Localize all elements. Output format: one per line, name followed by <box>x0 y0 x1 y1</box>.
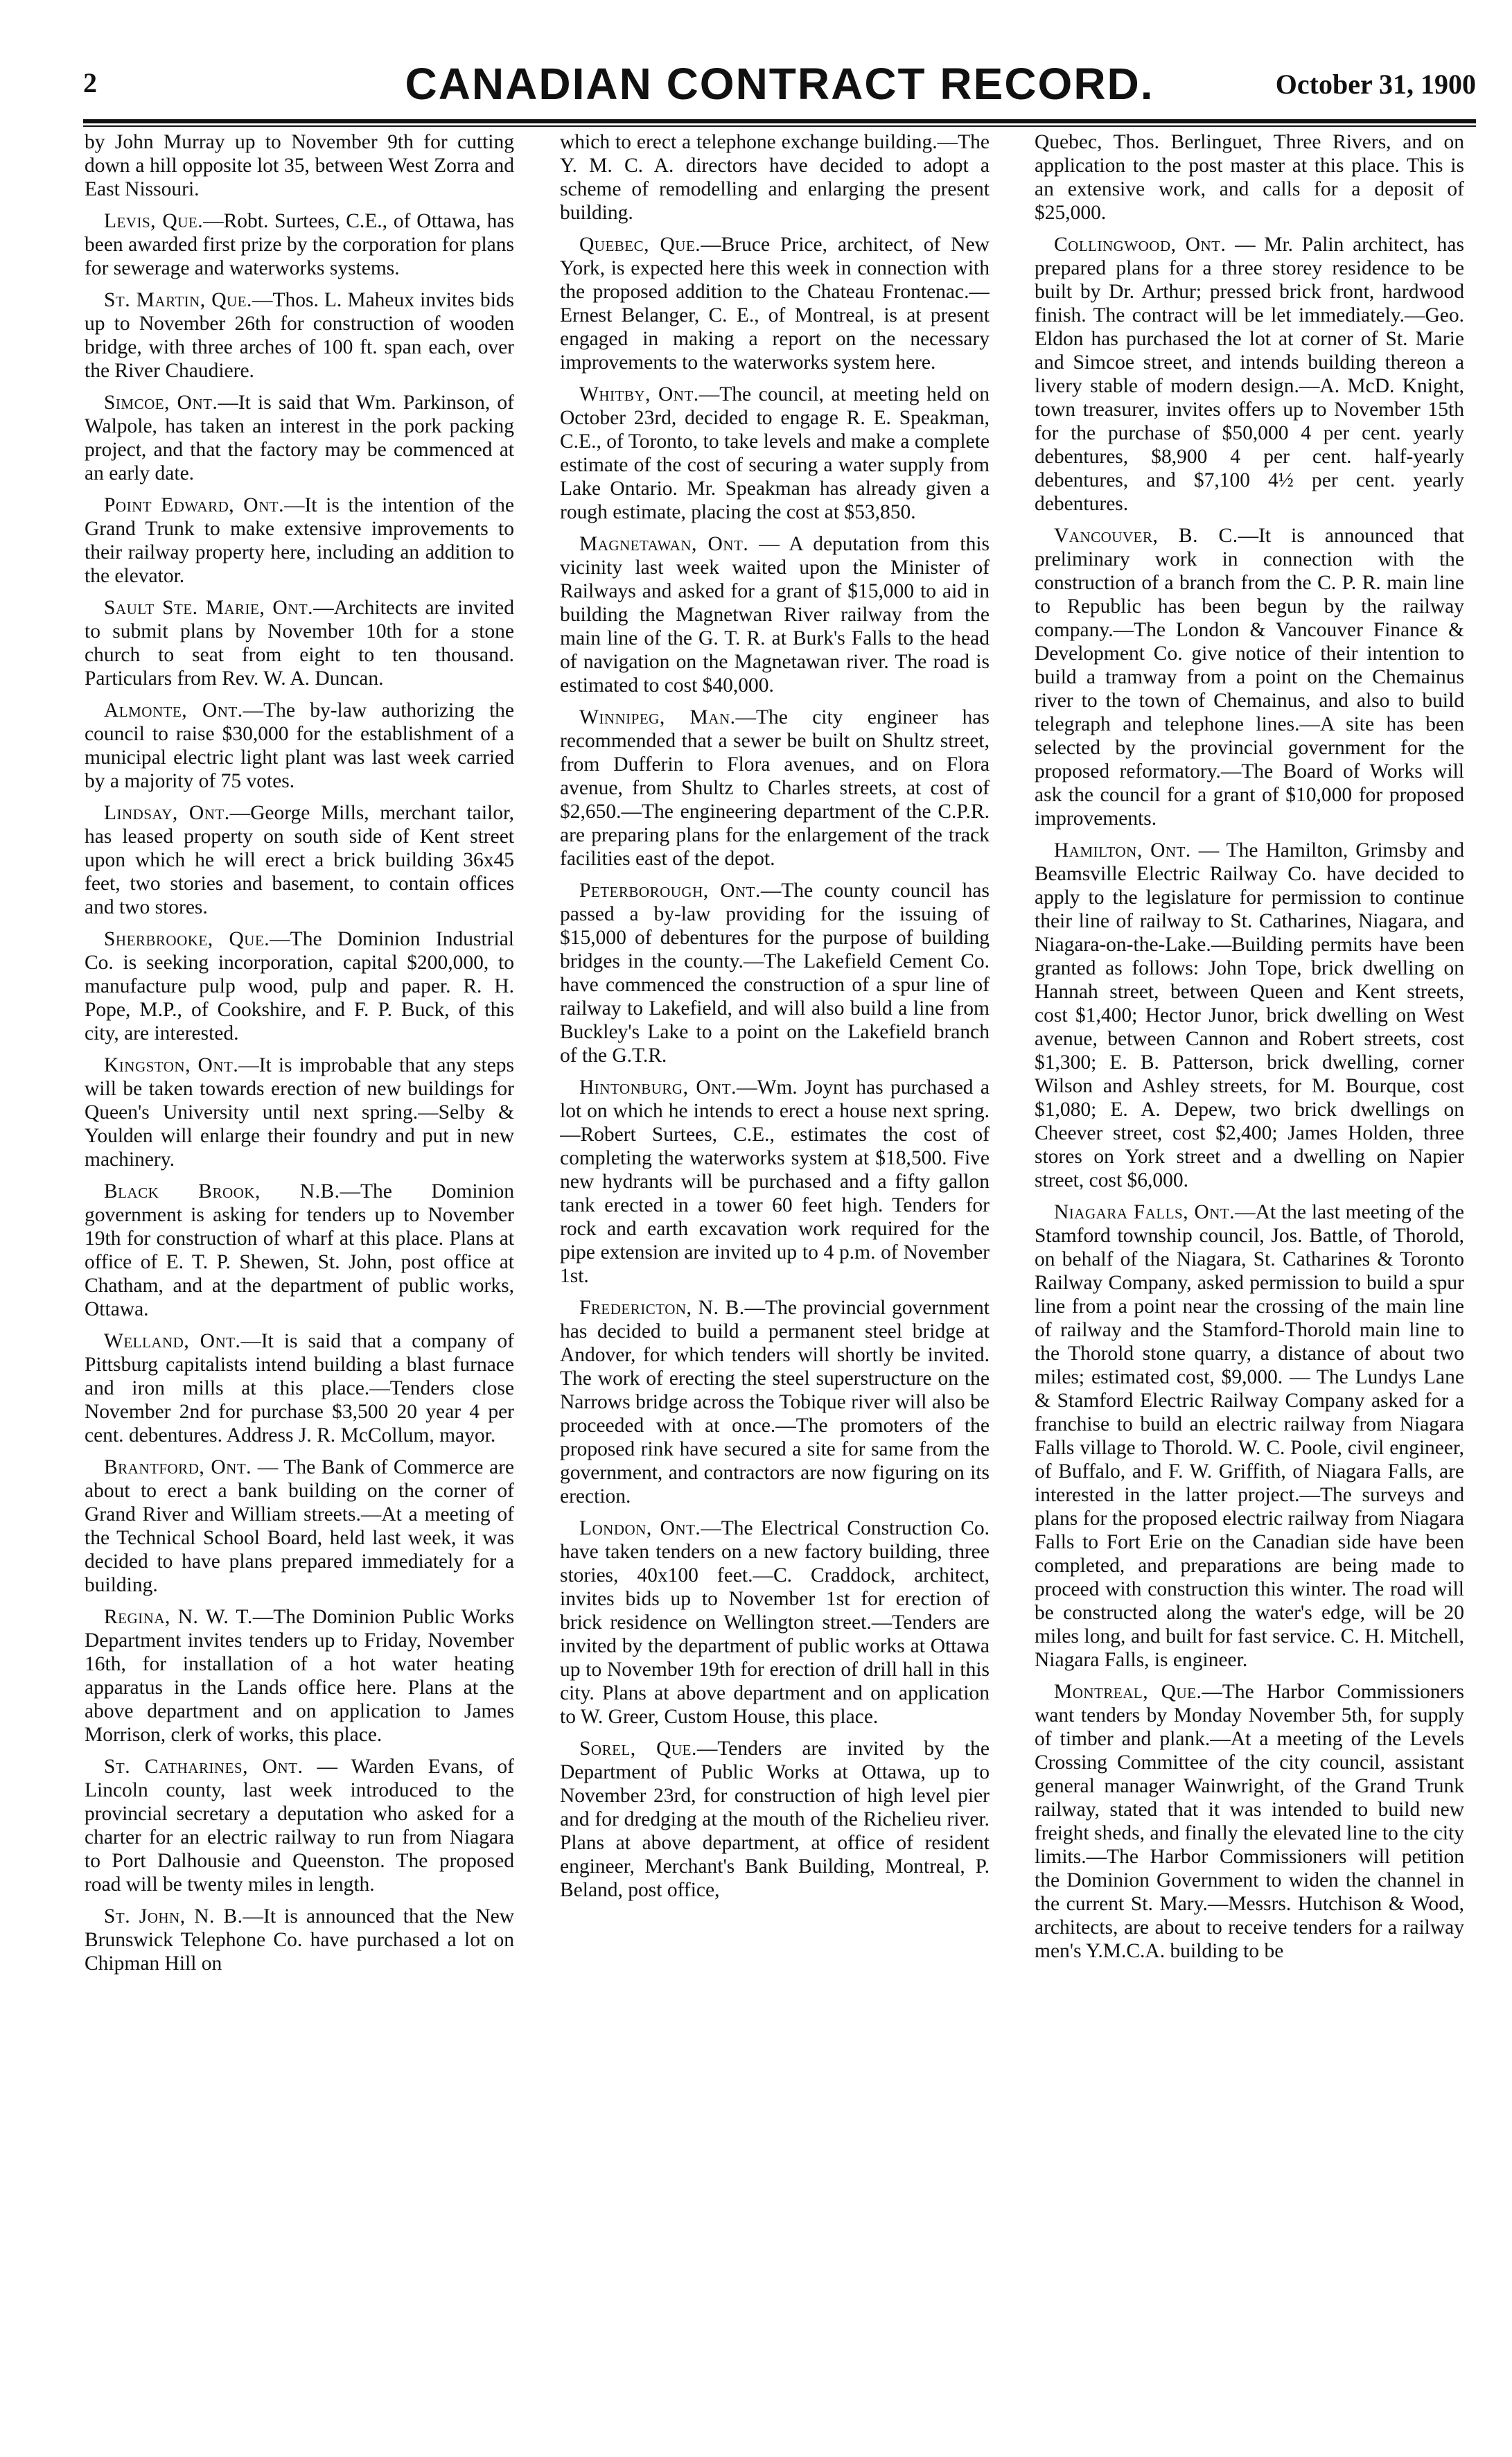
item-text: —The Dominion government is asking for tenders up to November 19th for construction of wharf at this place. Plans at office of E. T. P. Shewen, St. John, post office at Chatham, and at the department of public works, Ottawa. <box>85 1180 514 1320</box>
item-text: —The Electrical Construction Co. have taken tenders on a new factory building, three stories, 40x100 feet.—C. Craddock, architect, invites bids up to November 1st for erection of brick residence on Wellington street.—Tenders are invited by the department of public works at Ottawa up to November 19th for erection of drill hall in this city. Plans at above department and on application to W. Greer, Custom House, this place. <box>560 1517 990 1728</box>
dateline: Welland, Ont. <box>104 1330 241 1352</box>
news-item <box>560 1737 990 1902</box>
item-text: —It is the intention of the Grand Trunk to make extensive improvements to their railway property here, including an addition to the elevator. <box>85 494 514 587</box>
dateline: Peterborough, Ont. <box>579 880 761 902</box>
dateline: Winnipeg, Man. <box>579 706 736 728</box>
news-item <box>85 493 514 588</box>
item-text: —Bruce Price, architect, of New York, is expected here this week in connection with the proposed addition to the Chateau Frontenac.—Ernest Belanger, C. E., of Montreal, is at present engaged in making a report on the necessary improvements to the waterworks system here. <box>560 234 990 374</box>
issue-date: October 31, 1900 <box>1275 69 1476 100</box>
header-rule-thick <box>83 119 1476 123</box>
news-item <box>85 1605 514 1747</box>
news-item <box>85 596 514 690</box>
dateline: Regina, N. W. T. <box>104 1606 253 1628</box>
dateline: Magnetawan, Ont. <box>579 533 749 555</box>
news-item <box>560 1296 990 1508</box>
dateline: Quebec, Que. <box>579 234 701 256</box>
dateline: Vancouver, B. C. <box>1054 525 1238 547</box>
page-header <box>83 58 1476 121</box>
dateline: Levis, Que. <box>104 210 204 232</box>
news-item <box>85 1755 514 1896</box>
column-2 <box>560 130 990 2452</box>
news-item <box>1035 130 1464 225</box>
item-text: —It is said that a company of Pittsburg capitalists intend building a blast furnace and iron mills at this place.—Tenders close November 2nd for purchase $3,500 20 year 4 per cent. debentures. Address J. R. McCollum, mayor. <box>85 1330 514 1446</box>
news-item <box>560 879 990 1067</box>
column-3 <box>1035 130 1464 2452</box>
item-text: — A deputation from this vicinity last week waited upon the Minister of Railways and asked for a grant of $15,000 to aid in building the Magnetwan River railway from the main line of the G. T. R. at Burk's Falls to the head of navigation on the Magnetawan river. The road is estimated to cost $40,000. <box>560 533 990 697</box>
column-1 <box>85 130 514 2452</box>
dateline: Montreal, Que. <box>1054 1681 1202 1703</box>
item-text: —Thos. L. Maheux invites bids up to November 26th for construction of wooden bridge, with three arches of 100 ft. span each, over the River Chaudiere. <box>85 289 514 382</box>
news-item <box>85 288 514 383</box>
news-item <box>560 1076 990 1288</box>
news-item <box>560 130 990 225</box>
dateline: Kingston, Ont. <box>104 1054 239 1076</box>
news-item <box>85 1053 514 1171</box>
dateline: St. John, N. B. <box>104 1905 243 1927</box>
item-text: —The city engineer has recommended that a sewer be built on Shultz street, from Dufferin to Flora avenues, and on Flora avenue, from Shultz to Charles streets, at cost of $2,650.—The engineering department of the C.P.R. are preparing plans for the enlargement of the track facilities east of the depot. <box>560 706 990 870</box>
item-text: — The Bank of Commerce are about to erect a bank building on the corner of Grand River and William streets.—At a meeting of the Technical School Board, held last week, it was decided to have plans prepared immediately for a building. <box>85 1456 514 1596</box>
news-item <box>85 1180 514 1321</box>
dateline: Simcoe, Ont. <box>104 392 218 414</box>
dateline: Hintonburg, Ont. <box>579 1076 737 1099</box>
item-text: —The county council has passed a by-law providing for the issuing of $15,000 of debentures for the purpose of building bridges in the county.—The Lakefield Cement Co. have commenced the construction of a spur line of railway to Lakefield, and will also build a line from Buckley's Lake to a point on the Lakefield branch of the G.T.R. <box>560 880 990 1067</box>
item-text: —The Dominion Industrial Co. is seeking incorporation, capital $200,000, to manufacture pulp wood, pulp and paper. R. H. Pope, M.P., of Cookshire, and F. P. Buck, of this city, are interested. <box>85 928 514 1044</box>
news-item <box>1035 233 1464 516</box>
dateline: Niagara Falls, Ont. <box>1054 1201 1236 1223</box>
news-item <box>1035 1200 1464 1672</box>
publication-title: CANADIAN CONTRACT RECORD. <box>405 59 1154 109</box>
dateline: Point Edward, Ont. <box>104 494 284 516</box>
dateline: Fredericton, N. B. <box>579 1297 745 1319</box>
item-text: — The Hamilton, Grimsby and Beamsville Electric Railway Co. have decided to apply to the legislature for permission to continue their line of railway to St. Catharines, Niagara, and Niagara-on-the-Lake.—Building permits have been granted as follows: John Tope, brick dwelling on Hannah street, between Queen and Kent streets, cost $1,400; Hector Junor, brick dwelling on West avenue, between Cannon and Robert streets, cost $1,300; E. B. Patterson, brick dwelling, corner Wilson and Ashley streets, for M. Bourque, cost $1,080; E. A. Depew, two brick dwellings on Cheever street, cost $2,400; James Holden, three stores on York street and a dwelling on Napier street, cost $6,000. <box>1035 839 1464 1191</box>
dateline: Brantford, Ont. <box>104 1456 252 1478</box>
news-item <box>85 699 514 793</box>
news-item <box>85 391 514 485</box>
news-item <box>1035 839 1464 1192</box>
news-item <box>560 532 990 697</box>
item-text: —The Harbor Commissioners want tenders by Monday November 5th, for supply of timber and plank.—At a meeting of the Levels Crossing Committee of the city council, assistant general manager Wainwright, of the Grand Trunk railway, stated that it was intended to build new freight sheds, and finally the elevated line to the city limits.—The Harbor Commissioners will petition the Dominion Government to widen the channel in the current St. Mary.—Messrs. Hutchison & Wood, architects, are about to receive tenders for a railway men's Y.M.C.A. building to be <box>1035 1681 1464 1962</box>
news-item <box>85 1455 514 1597</box>
news-item <box>85 209 514 280</box>
dateline: Lindsay, Ont. <box>104 802 230 824</box>
news-item <box>560 706 990 871</box>
page-number: 2 <box>83 67 97 98</box>
item-text: by John Murray up to November 9th for cutting down a hill opposite lot 35, between West Zorra and East Nissouri. <box>85 131 514 200</box>
item-text: —It is announced that preliminary work in connection with the construction of a branch from the C. P. R. main line to Republic has been begun by the railway company.—The London & Vancouver Finance & Development Co. give notice of their intention to build a tramway from a point on the Chemainus river to the town of Chemainus, and also to build telegraph and telephone lines.—A site has been selected by the provincial government for the proposed reformatory.—The Board of Works will ask the council for a grant of $10,000 for proposed improvements. <box>1035 525 1464 830</box>
dateline: Sherbrooke, Que. <box>104 928 270 950</box>
dateline: Sorel, Que. <box>579 1738 697 1760</box>
item-text: —It is announced that the New Brunswick Telephone Co. have purchased a lot on Chipman Hill on <box>85 1905 514 1975</box>
news-item <box>85 130 514 201</box>
dateline: Almonte, Ont. <box>104 699 243 722</box>
item-text: —Architects are invited to submit plans by November 10th for a stone church to seat from eight to ten thousand. Particulars from Rev. W. A. Duncan. <box>85 597 514 690</box>
item-text: —Robt. Surtees, C.E., of Ottawa, has been awarded first prize by the corporation for plans for sewerage and waterworks systems. <box>85 210 514 279</box>
item-text: —The provincial government has decided to build a permanent steel bridge at Andover, for which tenders will shortly be invited. The work of erecting the steel superstructure on the Narrows bridge across the Tobique river will also be proceeded with at once.—The promoters of the proposed rink have secured a site for same from the government, and contractors are now figuring on its erection. <box>560 1297 990 1507</box>
news-item <box>560 1516 990 1729</box>
news-item <box>85 801 514 919</box>
dateline: London, Ont. <box>579 1517 701 1539</box>
news-item <box>1035 1680 1464 1963</box>
dateline: Hamilton, Ont. <box>1054 839 1191 862</box>
item-text: —The council, at meeting held on October 23rd, decided to engage R. E. Speakman, C.E., of Toronto, to take levels and make a complete estimate of the cost of securing a water supply from Lake Ontario. Mr. Speakman has already given a rough estimate, placing the cost at $53,850. <box>560 383 990 523</box>
dateline: St. Martin, Que. <box>104 289 252 311</box>
item-text: —Tenders are invited by the Department of Public Works at Ottawa, up to November 23rd, for construction of high level pier and for dredging at the mouth of the Richelieu river. Plans at above department, at office of resident engineer, Merchant's Bank Building, Montreal, P. Beland, post office, <box>560 1738 990 1901</box>
news-item <box>560 383 990 524</box>
item-text: —Wm. Joynt has purchased a lot on which he intends to erect a house next spring.—Robert Surtees, C.E., estimates the cost of completing the waterworks system at $18,500. Five new hydrants will be purchased and a fifty gallon tank erected in a tower 60 feet high. Tenders for rock and earth excavation work required for the pipe extension are invited up to 4 p.m. of November 1st. <box>560 1076 990 1287</box>
item-text: —It is said that Wm. Parkinson, of Walpole, has taken an interest in the pork packing project, and that the factory may be commenced at an early date. <box>85 392 514 484</box>
item-text: —The Dominion Public Works Department invites tenders up to Friday, November 16th, for installation of a hot water heating apparatus in the Lands office here. Plans at the above department and on application to James Morrison, clerk of works, this place. <box>85 1606 514 1746</box>
item-text: — Warden Evans, of Lincoln county, last week introduced to the provincial secretary a deputation who asked for a charter for an electric railway to run from Niagara to Port Dalhousie and Queenston. The proposed road will be twenty miles in length. <box>85 1756 514 1896</box>
news-item <box>85 1329 514 1447</box>
item-text: — Mr. Palin architect, has prepared plans for a three storey residence to be built by Dr. Arthur; pressed brick front, hardwood finish. The contract will be let immediately.—Geo. Eldon has purchased the lot at corner of St. Marie and Simcoe street, and intends building thereon a livery stable of modern design.—A. McD. Knight, town treasurer, invites offers up to November 15th for the purchase of $50,000 4 per cent. yearly debentures, $8,900 4 per cent. half-yearly debentures, and $7,100 4½ per cent. yearly debentures. <box>1035 234 1464 515</box>
header-rule-thin <box>83 125 1476 127</box>
dateline: Sault Ste. Marie, Ont. <box>104 597 314 619</box>
item-text: Quebec, Thos. Berlinguet, Three Rivers, and on application to the post master at this place. This is an extensive work, and calls for a deposit of $25,000. <box>1035 131 1464 224</box>
news-item <box>85 1905 514 1975</box>
news-item <box>1035 524 1464 830</box>
dateline: St. Catharines, Ont. <box>104 1756 304 1778</box>
item-text: which to erect a telephone exchange building.—The Y. M. C. A. directors have decided to adopt a scheme of remodelling and enlarging the present building. <box>560 131 990 224</box>
news-item <box>560 233 990 374</box>
item-text: —At the last meeting of the Stamford township council, Jos. Battle, of Thorold, on behalf of the Niagara, St. Catharines & Toronto Railway Company, asked permission to build a spur line from a point near the crossing of the main line of railway and the Stamford-Thorold main line to the Thorold stone quarry, a distance of about two miles; estimated cost, $9,000. — The Lundys Lane & Stamford Electric Railway Company asked for a franchise to build an electric railway from Niagara Falls village to Thorold. W. C. Poole, civil engineer, of Buffalo, and F. W. Griffith, of Niagara Falls, are interested in the latter project.—The surveys and plans for the proposed electric railway from Niagara Falls to Fort Erie on the Canadian side have been completed, and preparations are being made to proceed with construction this winter. The road will be constructed along the water's edge, will be 20 miles long, and built for fast service. C. H. Mitchell, Niagara Falls, is engineer. <box>1035 1201 1464 1671</box>
news-item <box>85 927 514 1045</box>
item-text: —George Mills, merchant tailor, has leased property on south side of Kent street upon which he will erect a brick building 36x45 feet, two stories and basement, to contain offices and two stores. <box>85 802 514 918</box>
dateline: Collingwood, Ont. <box>1054 234 1227 256</box>
dateline: Whitby, Ont. <box>579 383 699 405</box>
item-text: —It is improbable that any steps will be taken towards erection of new buildings for Queen's University until next spring.—Selby & Youlden will enlarge their foundry and put in new machinery. <box>85 1054 514 1171</box>
item-text: —The by-law authorizing the council to raise $30,000 for the establishment of a municipal electric light plant was last week carried by a majority of 75 votes. <box>85 699 514 792</box>
dateline: Black Brook, N.B. <box>104 1180 340 1203</box>
